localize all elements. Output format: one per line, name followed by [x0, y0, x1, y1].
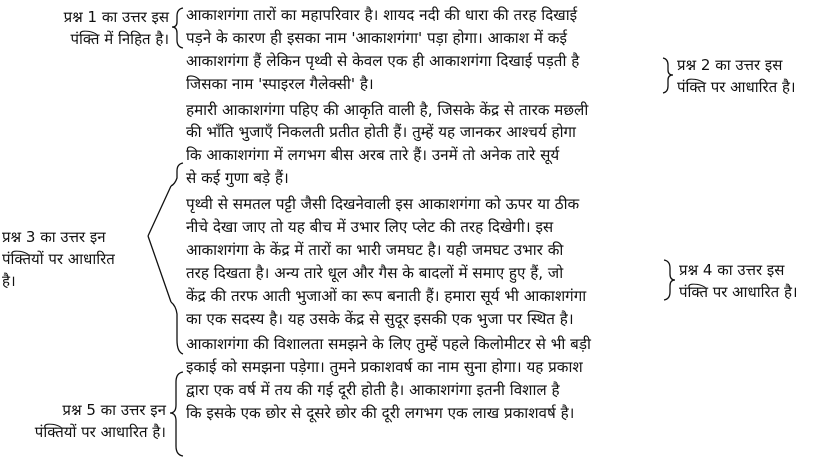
- q3-brace-bottom: [171, 302, 183, 354]
- q2-annotation: [677, 54, 829, 98]
- passage-line: जिसका नाम 'स्पाइरल गैलेक्सी' है।: [186, 74, 374, 93]
- passage-line: हमारी आकाशगंगा पहिए की आकृति वाली है, जिसके केंद्र से तारक मछली: [186, 100, 589, 119]
- q3-line3: है।: [2, 272, 16, 290]
- passage-line: आकाशगंगा के केंद्र में तारों का भारी जमघट है। यही जमघट उभार की: [186, 240, 564, 259]
- q2-line1: प्रश्न 2 का उत्तर इस: [677, 56, 783, 74]
- q3-brace-upper-arm: [148, 186, 171, 236]
- passage-line: आकाशगंगा हैं लेकिन पृथ्वी से केवल एक ही आकाशगंगा दिखाई पड़ती है: [186, 51, 580, 70]
- passage-line: का एक सदस्य है। यह उसके केंद्र से सुदूर इसकी एक भुजा पर स्थित है।: [186, 309, 574, 328]
- passage-line: कि आकाशगंगा में लगभग बीस अरब तारे हैं। उनमें तो अनेक तारे सूर्य: [186, 146, 560, 165]
- q2-line2: पंक्ति पर आधारित है।: [677, 78, 796, 96]
- passage-line: की भाँति भुजाएँ निकलती प्रतीत होती हैं। तुम्हें यह जानकर आश्चर्य होगा: [186, 123, 576, 142]
- passage-line: नीचे देखा जाए तो यह बीच में उभार लिए प्लेट की तरह दिखेगी। इस: [186, 218, 554, 237]
- q3-line1: प्रश्न 3 का उत्तर इन: [2, 228, 106, 246]
- q5-line1: प्रश्न 5 का उत्तर इन: [62, 401, 166, 419]
- q5-brace: [170, 372, 183, 456]
- q3-brace-top: [171, 163, 183, 186]
- passage-line: से कई गुणा बड़े हैं।: [186, 169, 289, 188]
- passage-line: कि इसके एक छोर से दूसरे छोर की दूरी लगभग एक लाख प्रकाशवर्ष है।: [186, 404, 575, 423]
- q1-line1: प्रश्न 1 का उत्तर इस: [63, 8, 169, 26]
- q1-annotation: [25, 6, 169, 50]
- q3-line2: पंक्तियों पर आधारित: [2, 250, 115, 268]
- passage-line: द्वारा एक वर्ष में तय की गई दूरी होती है। आकाशगंगा इतनी विशाल है: [186, 381, 560, 400]
- q4-annotation: [679, 259, 831, 303]
- q4-line2: पंक्ति पर आधारित है।: [679, 283, 798, 301]
- passage: [186, 4, 666, 425]
- passage-line: तरह दिखता है। अन्य तारे धूल और गैस के बादलों में समाए हुए हैं, जो: [186, 263, 564, 282]
- q1-line2: पंक्ति में निहित है।: [70, 30, 169, 48]
- q5-annotation: [4, 399, 166, 443]
- passage-line: पृथ्वी से समतल पट्टी जैसी दिखनेवाली इस आकाशगंगा को ऊपर या ठीक: [186, 195, 580, 214]
- q1-brace: [172, 8, 183, 48]
- passage-line: इकाई को समझना पड़ेगा। तुमने प्रकाशवर्ष का नाम सुना होगा। यह प्रकाश: [186, 358, 583, 377]
- q3-annotation: [2, 226, 148, 292]
- passage-line: पड़ने के कारण ही इसका नाम 'आकाशगंगा' पड़ा होगा। आकाश में कई: [186, 28, 567, 47]
- passage-line: आकाशगंगा तारों का महापरिवार है। शायद नदी की धारा की तरह दिखाई: [186, 6, 578, 24]
- passage-line: आकाशगंगा की विशालता समझने के लिए तुम्हें पहले किलोमीटर से भी बड़ी: [186, 335, 591, 354]
- q5-line2: पंक्तियों पर आधारित है।: [34, 423, 166, 441]
- passage-line: केंद्र की तरफ आती भुजाओं का रूप बनाती हैं। हमारा सूर्य भी आकाशगंगा: [186, 286, 587, 305]
- q4-line1: प्रश्न 4 का उत्तर इस: [679, 261, 785, 279]
- q3-brace-lower-arm: [148, 236, 171, 302]
